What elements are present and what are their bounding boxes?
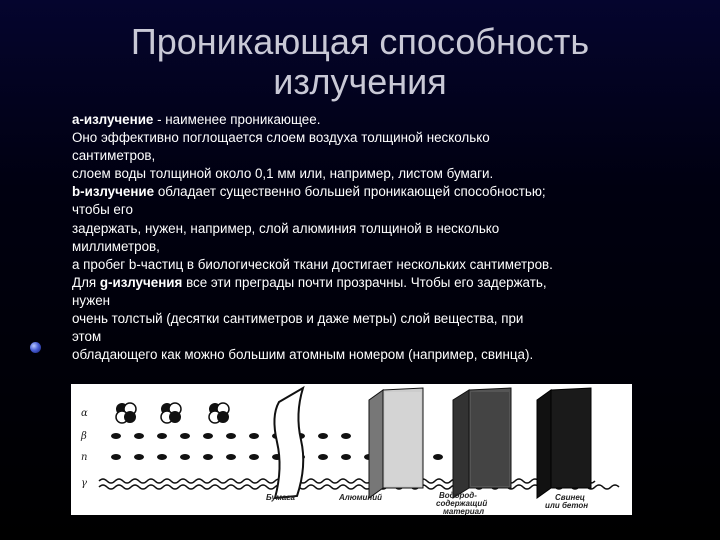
text-run: миллиметров,: [72, 238, 160, 254]
text-line: [72, 129, 672, 147]
hydrogen-label-2: содержащий: [436, 499, 488, 508]
alpha-particles: [116, 403, 229, 423]
text-line: [72, 328, 672, 346]
text-run: нужен: [72, 292, 111, 308]
text-run: чтобы его: [72, 202, 133, 218]
beta-symbol: β: [81, 431, 87, 442]
bullet-icon: [30, 342, 41, 353]
text-run: обладающего как можно большим атомным номером (например, свинца).: [72, 347, 534, 363]
text-line: [72, 274, 672, 292]
text-line: [72, 183, 672, 201]
title-line-2: излучения: [273, 61, 447, 102]
slide-title: [60, 22, 660, 102]
paper-barrier: [274, 388, 303, 498]
diagram-svg: [71, 384, 632, 515]
text-line: [72, 346, 672, 364]
alpha-symbol: α: [81, 408, 88, 419]
text-line: [72, 310, 672, 328]
hydrogen-label-3: материал: [443, 507, 485, 515]
text-run: все эти преграды почти прозрачны. Чтобы его задержать,: [182, 274, 547, 290]
text-run: Оно эффективно поглощается слоем воздуха толщиной несколько: [72, 130, 490, 146]
text-run: сантиметров,: [72, 148, 156, 164]
text-line: [72, 147, 672, 165]
alpha-term: a-излучение: [72, 112, 154, 127]
text-line: [72, 292, 672, 310]
body-paragraph: [72, 111, 672, 364]
lead-barrier: [537, 388, 591, 498]
text-line: [72, 201, 672, 219]
gamma-wave: [99, 479, 595, 483]
beta-particles: [111, 433, 351, 439]
paper-label: Бумага: [266, 493, 295, 502]
aluminium-barrier: [369, 388, 423, 498]
text-run: а пробег b-частиц в биологической ткани достигает нескольких сантиметров.: [72, 256, 553, 272]
lead-label-1: Свинец: [555, 493, 585, 502]
neutron-symbol: n: [81, 452, 88, 463]
lead-label-2: или бетон: [545, 501, 589, 510]
hydrogen-material-barrier: [453, 388, 511, 498]
text-run: этом: [72, 329, 102, 345]
text-run: - наименее проникающее.: [153, 112, 321, 127]
gamma-symbol: γ: [81, 478, 87, 489]
text-run: слоем воды толщиной около 0,1 мм или, например, листом бумаги.: [72, 166, 494, 182]
aluminium-label: Алюминий: [339, 493, 382, 502]
text-line: [72, 165, 672, 183]
text-line: [72, 256, 672, 274]
hydrogen-label-1: Водород-: [439, 491, 477, 500]
beta-term: b-излучение: [72, 184, 155, 200]
text-line: [72, 111, 672, 129]
text-run: обладает существенно большей проникающей способностью;: [154, 184, 546, 200]
gamma-term: g-излучения: [99, 274, 183, 290]
text-run: Для: [72, 274, 100, 290]
text-run: очень толстый (десятки сантиметров и даже метры) слой вещества, при: [72, 311, 524, 327]
penetration-diagram: [71, 384, 632, 515]
text-line: [72, 220, 672, 238]
text-run: задержать, нужен, например, слой алюминия толщиной в несколько: [72, 220, 500, 236]
text-line: [72, 238, 672, 256]
title-line-1: Проникающая способность: [130, 21, 590, 62]
